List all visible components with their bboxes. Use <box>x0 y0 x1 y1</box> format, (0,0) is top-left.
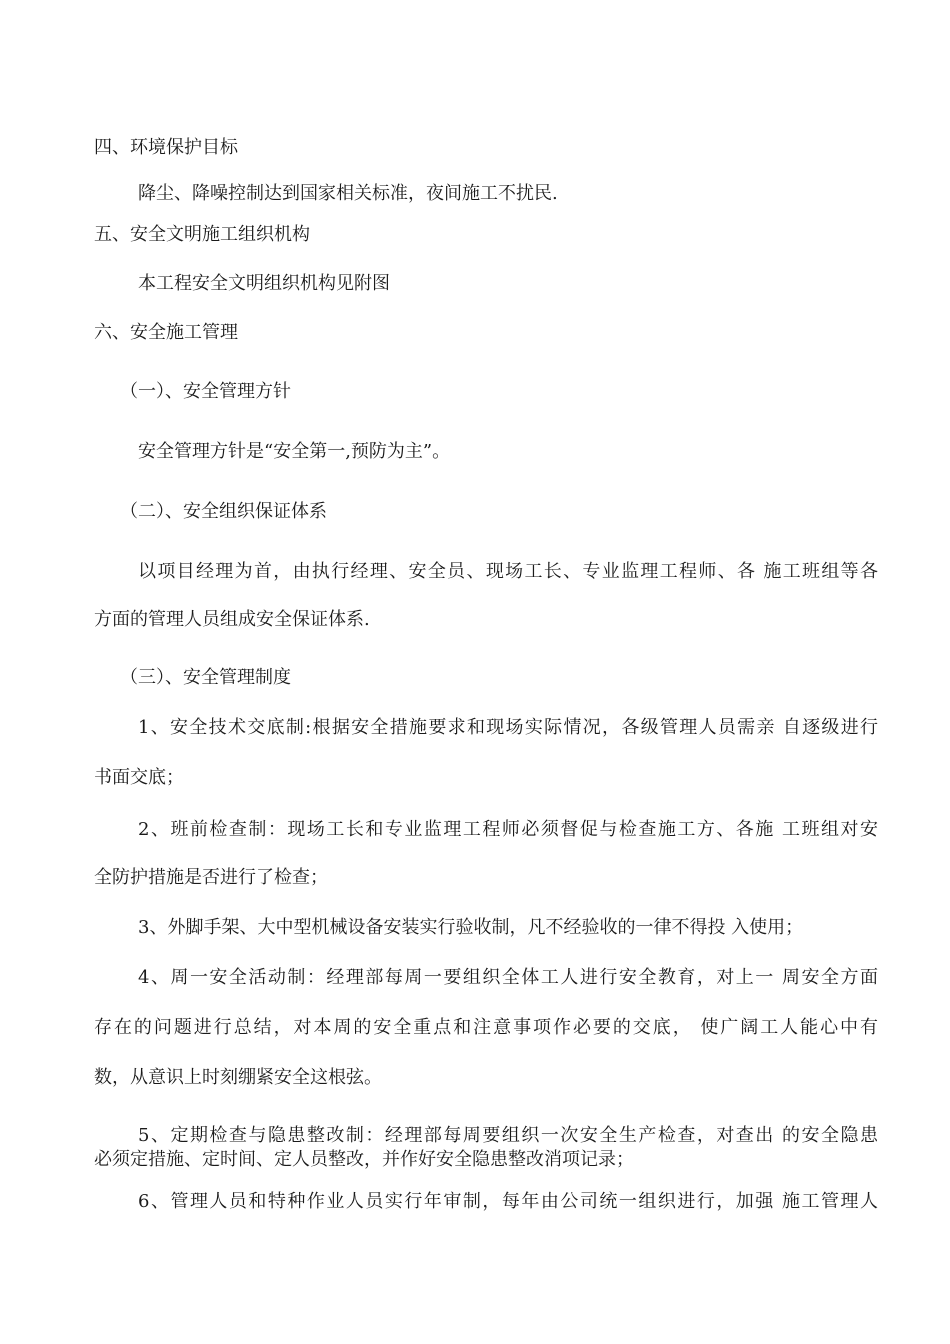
subheading-management-rules: （三）、安全管理制度 <box>120 667 291 688</box>
paragraph-line: 书面交底； <box>94 767 184 788</box>
paragraph-line: 存在的问题进行总结，对本周的安全重点和注意事项作必要的交底， 使广阔工人能心中有 <box>94 1017 878 1038</box>
paragraph-line: 6、管理人员和特种作业人员实行年审制，每年由公司统一组织进行，加强 施工管理人 <box>138 1191 878 1212</box>
heading-environmental-goals: 四、环境保护目标 <box>94 137 238 158</box>
paragraph-line: 5、定期检查与隐患整改制：经理部每周要组织一次安全生产检查，对查出 的安全隐患 <box>138 1125 878 1146</box>
paragraph-line: 本工程安全文明组织机构见附图 <box>138 273 390 294</box>
paragraph-line: 全防护措施是否进行了检查； <box>94 867 328 888</box>
subheading-guarantee-system: （二）、安全组织保证体系 <box>120 501 327 522</box>
paragraph-line: 1、安全技术交底制:根据安全措施要求和现场实际情况，各级管理人员需亲 自逐级进行 <box>138 717 878 738</box>
paragraph-line: 安全管理方针是“安全第一,预防为主”。 <box>138 441 451 462</box>
paragraph-line: 降尘、降噪控制达到国家相关标准，夜间施工不扰民. <box>138 183 558 204</box>
subheading-policy: （一）、安全管理方针 <box>120 381 291 402</box>
paragraph-line: 方面的管理人员组成安全保证体系. <box>94 609 370 630</box>
paragraph-line: 以项目经理为首，由执行经理、安全员、现场工长、专业监理工程师、各 施工班组等各 <box>138 561 878 582</box>
heading-safety-organization: 五、安全文明施工组织机构 <box>94 224 310 245</box>
paragraph-line: 必须定措施、定时间、定人员整改，并作好安全隐患整改消项记录； <box>94 1149 634 1170</box>
paragraph-line: 数，从意识上时刻绷紧安全这根弦。 <box>94 1067 382 1088</box>
paragraph-line: 3、外脚手架、大中型机械设备安装实行验收制，凡不经验收的一律不得投 入使用； <box>138 917 804 938</box>
heading-safety-management: 六、安全施工管理 <box>94 322 238 343</box>
paragraph-line: 4、周一安全活动制：经理部每周一要组织全体工人进行安全教育，对上一 周安全方面 <box>138 967 878 988</box>
paragraph-line: 2、班前检查制：现场工长和专业监理工程师必须督促与检查施工方、各施 工班组对安 <box>138 819 878 840</box>
